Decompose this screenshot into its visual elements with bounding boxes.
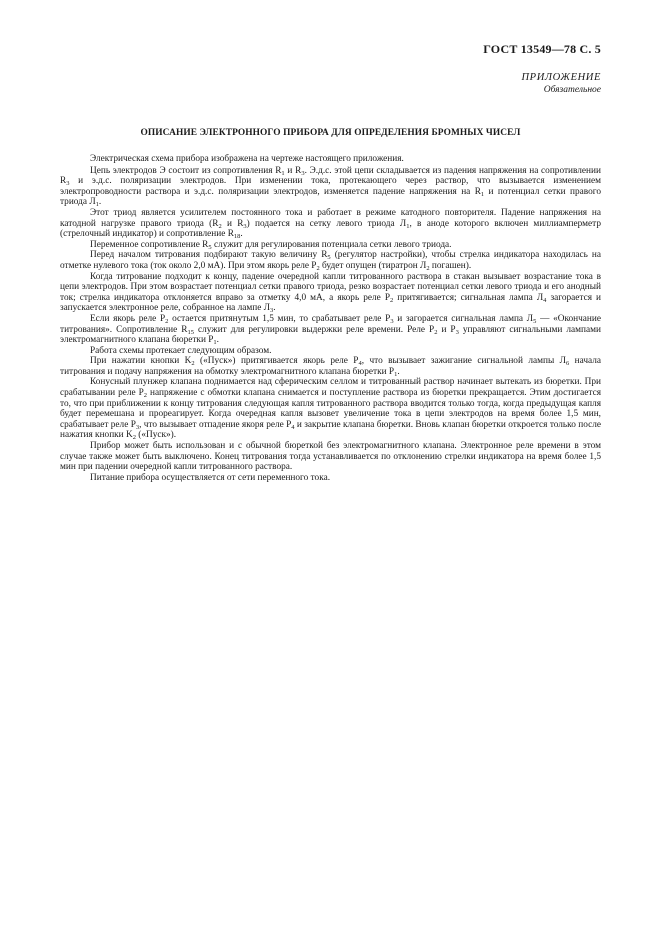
appendix-status: Обязательное: [543, 85, 601, 95]
paragraph: Этот триод является усилителем постоянного тока и работает в режиме катодного повторителя. Падение напряжения на катодной нагрузке правого триода ($R_2$ и $R_3$) подается на сетку левого триода $Л_1$, в аноде которого включен миллиамперметр (стрелочный индикатор) и сопротивление $R_{18}$.: [60, 207, 602, 241]
paragraph: Работа схемы протекает следующим образом.: [90, 345, 272, 356]
body-text: [60, 154, 601, 483]
appendix-block: [522, 72, 602, 96]
paragraph: Переменное сопротивление $R_5$ служит для регулирования потенциала сетки левого триода.: [90, 239, 452, 251]
paragraph: Питание прибора осуществляется от сети переменного тока.: [90, 472, 331, 483]
paragraph: Конусный плунжер клапана поднимается над сферическим селлом и титрованный раствор начинает вытекать из бюретки. При срабатывании реле $Р_2$ напряжение с обмотки клапана снимается и поступление раствора из бюретки прекращается. Этим достигается то, что при приближении к концу титрования следующая капля титрованного раствора вводится только тогда, когда предыдущая капля будет перемешана и прореагирует. Когда очередная капля вызовет увеличение тока в цепи электродов на время более 1,5 мин, срабатывает реле $Р_3$, что вызывает отпадение якоря реле $Р_4$ и закрытие клапана бюретки. Вновь клапан бюретки откроется только после нажатия кнопки $K_2$ («Пуск»).: [60, 377, 601, 442]
paragraph: Прибор может быть использован и с обычной бюреткой без электромагнитного клапана. Электронное реле времени в этом случае также может быть выключено. Конец титрования тогда устанавливается по отклонению стрелки индикатора на время более 1,5 мин при падении очередной капли титрованного раствора.: [60, 441, 601, 473]
paragraph: Электрическая схема прибора изображена на чертеже настоящего приложения.: [90, 154, 404, 164]
running-header: ГОСТ 13549—78 С. 5: [483, 42, 601, 56]
section-title: ОПИСАНИЕ ЭЛЕКТРОННОГО ПРИБОРА ДЛЯ ОПРЕДЕЛЕНИЯ БРОМНЫХ ЧИСЕЛ: [140, 128, 521, 138]
appendix-label: ПРИЛОЖЕНИЕ: [521, 72, 601, 83]
paragraph: При нажатии кнопки $K_2$ («Пуск») притягивается якорь реле $Р_4$, что вызывает зажигание сигнальной лампы $Л_6$ начала титрования и подачу напряжения на обмотку электромагнитного клапана бюретки $Р_1$.: [60, 356, 602, 378]
paragraph: Перед началом титрования подбирают такую величину $R_5$ (регулятор настройки), чтобы стрелка индикатора находилась на отметке нулевого тока (ток около 2,0 мА). При этом якорь реле $Р_2$ будет опущен (тиратрон $Л_2$ погашен).: [60, 250, 601, 272]
paragraph: Цепь электродов Э состоит из сопротивления $R_1$ и $R_3$. Э.д.с. этой цепи складывается из падения напряжения на сопротивлении $R_3$ и э.д.с. поляризации электродов. При изменении тока, протекающего через раствор, что вызывается изменением электропроводности раствора и э.д.с. поляризации электродов, изменяется падение напряжения на $R_1$ и потенциал сетки правого триода $Л_1$.: [60, 165, 601, 209]
paragraph: Когда титрование подходит к концу, падение очередной капли титрованного раствора в стакан вызывает возрастание тока в цепи электродов. При этом возрастает потенциал сетки правого триода, резко возрастает потенциал сетки левого триода и его анодный ток; стрелка индикатора отклоняется вправо за отметку 4,0 мА, а якорь реле $Р_2$ притягивается; сигнальная лампа $Л_4$ загорается и запускается электронное реле, собранное на лампе $Л_3$.: [60, 271, 601, 315]
paragraph: Если якорь реле $Р_2$ остается притянутым 1,5 мин, то срабатывает реле $Р_3$ и загорается сигнальная лампа $Л_5$ — «Окончание титрования». Сопротивление $R_{15}$ служит для регулировки выдержки реле времени. Реле $Р_2$ и $Р_3$ управляют сигнальными лампами электромагнитного клапана бюретки $Р_1$.: [60, 313, 601, 347]
